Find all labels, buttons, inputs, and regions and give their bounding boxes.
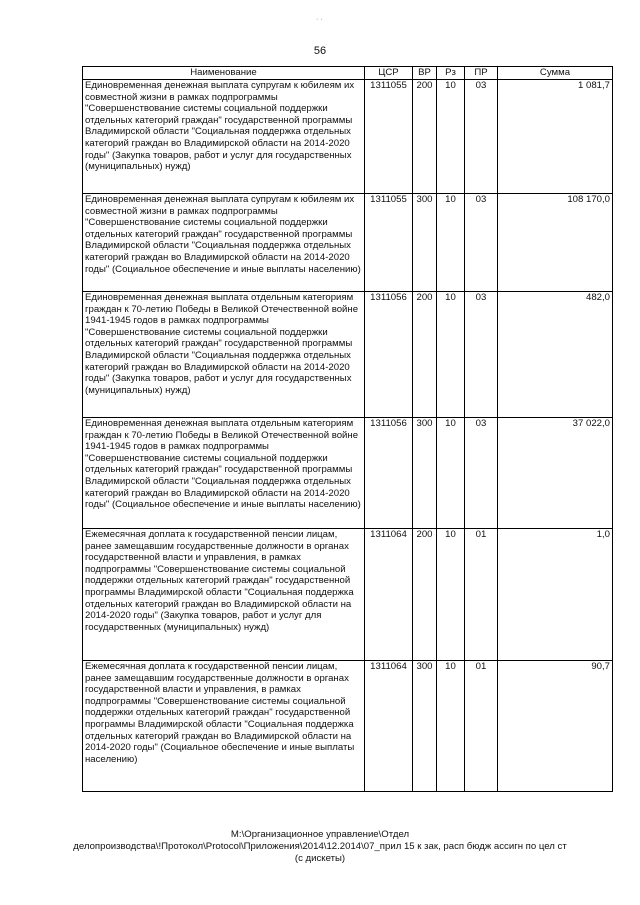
row-csr: 1311064 [365, 529, 413, 661]
header-pr: ПР [465, 67, 498, 80]
row-sum: 108 170,0 [498, 194, 613, 292]
row-sum: 1,0 [498, 529, 613, 661]
table-row [83, 418, 613, 529]
row-rz: 10 [437, 194, 465, 292]
row-pr: 03 [465, 292, 498, 418]
row-name: Единовременная денежная выплата отдельным категориям граждан к 70-летию Победы в Великой Отечественной войне 1941-1945 годов в рамках подпрограммы "Совершенствование системы социальной поддержки отдельных категорий граждан" государственной программы Владимирской области "Социальная поддержка отдельных категорий граждан во Владимирской области на 2014-2020 годы" (Социальное обеспечение и иные выплаты населению) [83, 418, 365, 529]
row-rz: 10 [437, 292, 465, 418]
row-vr: 300 [413, 418, 437, 529]
page-number: 56 [313, 45, 327, 57]
row-pr: 03 [465, 194, 498, 292]
row-vr: 300 [413, 194, 437, 292]
table-row [83, 80, 613, 194]
row-sum: 1 081,7 [498, 80, 613, 194]
row-name: Единовременная денежная выплата супругам к юбилеям их совместной жизни в рамках подпрограммы "Совершенствование системы социальной поддержки отдельных категорий граждан" государственной программы Владимирской области "Социальная поддержка отдельных категорий граждан во Владимирской области на 2014-2020 годы" (Социальное обеспечение и иные выплаты населению) [83, 194, 365, 292]
row-csr: 1311055 [365, 80, 413, 194]
row-pr: 01 [465, 529, 498, 661]
header-rz: Рз [437, 67, 465, 80]
row-rz: 10 [437, 529, 465, 661]
header-vr: ВР [413, 67, 437, 80]
scan-speck: · · [316, 16, 323, 23]
row-name: Ежемесячная доплата к государственной пенсии лицам, ранее замещавшим государственные должности в органах государственной власти и управления, в рамках подпрограммы "Совершенствование системы социальной поддержки отдельных категорий граждан" государственной программы Владимирской области "Социальная поддержка отдельных категорий граждан во Владимирской области на 2014-2020 годы" (Закупка товаров, работ и услуг для государственных (муниципальных) нужд) [83, 529, 365, 661]
table-row [83, 292, 613, 418]
row-name: Единовременная денежная выплата супругам к юбилеям их совместной жизни в рамках подпрограммы "Совершенствование системы социальной поддержки отдельных категорий граждан" государственной программы Владимирской области "Социальная поддержка отдельных категорий граждан во Владимирской области на 2014-2020 годы" (Закупка товаров, работ и услуг для государственных (муниципальных) нужд) [83, 80, 365, 194]
budget-table [82, 66, 613, 792]
row-sum: 482,0 [498, 292, 613, 418]
footer-line-1: М:\Организационное управление\Отдел [230, 829, 410, 840]
footer-line-3: (с дискеты) [294, 853, 346, 864]
table-row [83, 661, 613, 792]
row-vr: 200 [413, 80, 437, 194]
table-header-row [83, 67, 613, 80]
row-vr: 200 [413, 529, 437, 661]
header-csr: ЦСР [365, 67, 413, 80]
table-row [83, 529, 613, 661]
row-csr: 1311056 [365, 418, 413, 529]
row-rz: 10 [437, 661, 465, 792]
header-sum: Сумма [498, 67, 613, 80]
footer-line-2: делопроизводства\!Протокол\Protocol\Приложения\2014\12.2014\07_прил 15 к зак, расп бюдж ассигн по цел ст [73, 841, 567, 852]
row-name: Ежемесячная доплата к государственной пенсии лицам, ранее замещавшим государственные должности в органах государственной власти и управления, в рамках подпрограммы "Совершенствование системы социальной поддержки отдельных категорий граждан" государственной программы Владимирской области "Социальная поддержка отдельных категорий граждан во Владимирской области на 2014-2020 годы" (Социальное обеспечение и иные выплаты населению) [83, 661, 365, 792]
row-rz: 10 [437, 418, 465, 529]
row-csr: 1311055 [365, 194, 413, 292]
row-sum: 37 022,0 [498, 418, 613, 529]
row-rz: 10 [437, 80, 465, 194]
row-csr: 1311064 [365, 661, 413, 792]
header-name: Наименование [83, 67, 365, 80]
row-vr: 300 [413, 661, 437, 792]
row-sum: 90,7 [498, 661, 613, 792]
row-pr: 03 [465, 80, 498, 194]
table-row [83, 194, 613, 292]
row-pr: 01 [465, 661, 498, 792]
file-path-footer [0, 829, 640, 865]
row-pr: 03 [465, 418, 498, 529]
row-vr: 200 [413, 292, 437, 418]
row-csr: 1311056 [365, 292, 413, 418]
row-name: Единовременная денежная выплата отдельным категориям граждан к 70-летию Победы в Великой Отечественной войне 1941-1945 годов в рамках подпрограммы "Совершенствование системы социальной поддержки отдельных категорий граждан" государственной программы Владимирской области "Социальная поддержка отдельных категорий граждан во Владимирской области на 2014-2020 годы" (Закупка товаров, работ и услуг для государственных (муниципальных) нужд) [83, 292, 365, 418]
